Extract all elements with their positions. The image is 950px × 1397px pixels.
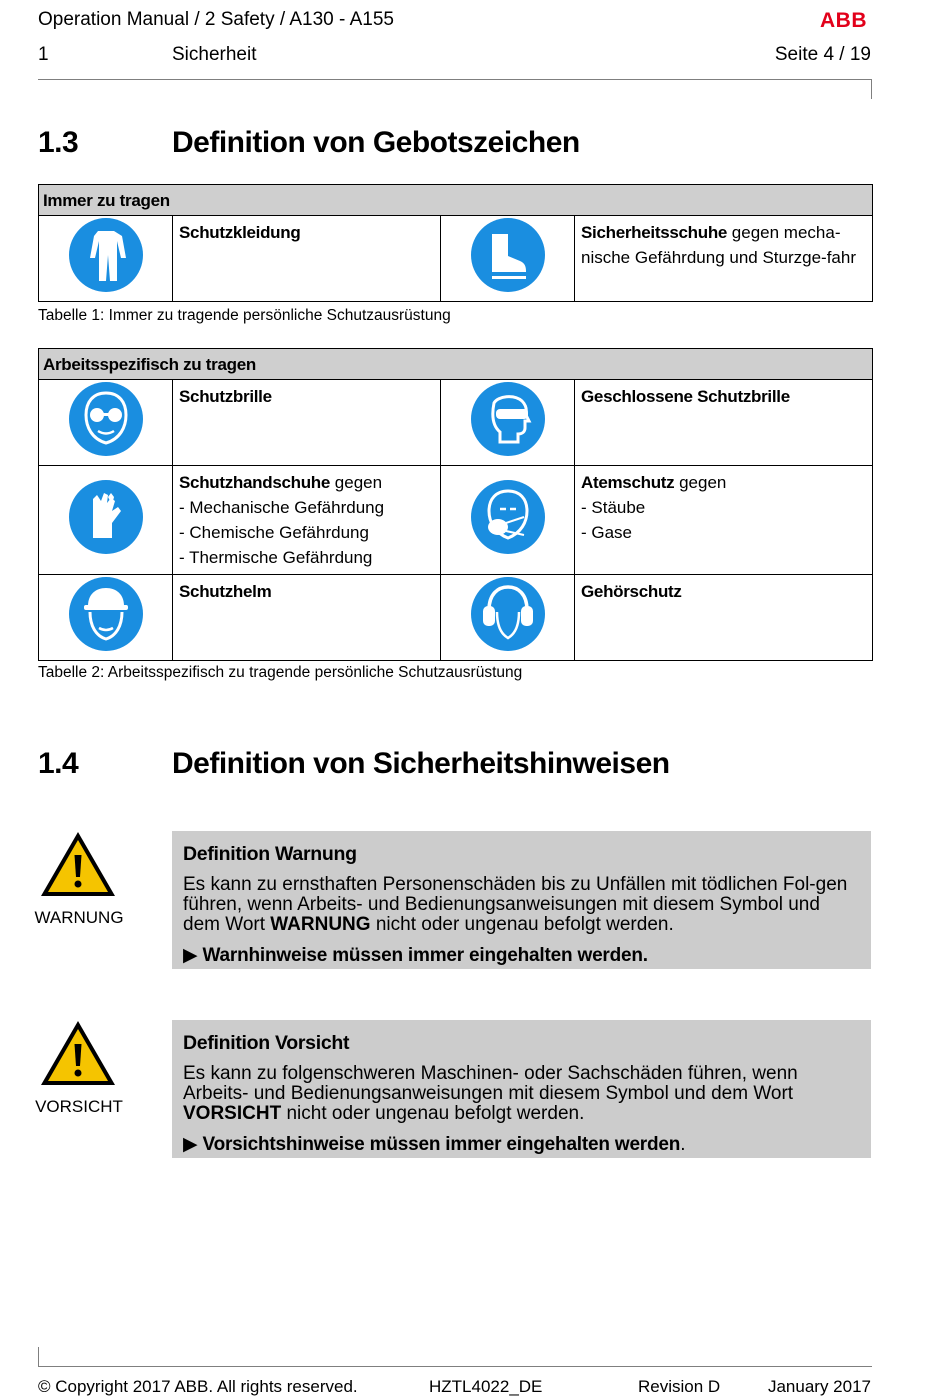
table-cell-icon xyxy=(441,216,575,302)
item-suffix: gegen xyxy=(330,473,383,492)
item-title: Schutzhelm xyxy=(179,582,272,601)
warning-keyword: WARNUNG xyxy=(270,914,371,935)
document-title: Operation Manual / 2 Safety / A130 - A155 xyxy=(38,9,394,30)
item-title: Atemschutz xyxy=(581,473,675,492)
section-title-1-3: Definition von Gebotszeichen xyxy=(172,126,580,159)
section-title-1-4: Definition von Sicherheitshinweisen xyxy=(172,747,670,780)
caution-action xyxy=(183,1133,860,1156)
play-arrow-icon: ▶ xyxy=(183,1134,198,1155)
table-cell-icon xyxy=(39,216,173,302)
table-cell-text xyxy=(575,380,873,466)
chapter-number: 1 xyxy=(38,44,49,65)
item-suffix: gegen xyxy=(674,473,727,492)
abb-logo-text: ABB xyxy=(820,9,867,30)
list-item: - Thermische Gefährdung xyxy=(179,548,373,567)
ppe-table-always xyxy=(38,184,873,302)
table-cell-text xyxy=(173,466,441,575)
item-title: Schutzkleidung xyxy=(179,223,301,242)
table-cell-text xyxy=(173,575,441,661)
chapter-name: Sicherheit xyxy=(172,44,257,65)
caution-text-pre: Es kann zu folgenschweren Maschinen- oder Sachschäden führen, wenn Arbeits- und Bedienungsanweisungen mit diesem Symbol und dem Wort xyxy=(183,1063,798,1104)
table-cell-text xyxy=(575,575,873,661)
caution-action-end: . xyxy=(680,1134,686,1155)
item-title: Schutzhandschuhe xyxy=(179,473,331,492)
table-caption-2: Tabelle 2: Arbeitsspezifisch zu tragende persönliche Schutzausrüstung xyxy=(38,664,523,681)
protective-clothing-icon xyxy=(68,217,144,293)
section-number-1-4: 1.4 xyxy=(38,747,79,780)
table-cell-icon xyxy=(39,466,173,575)
warning-action xyxy=(183,944,860,967)
item-text: gegen mecha-nische Gefährdung und Sturzge-fahr xyxy=(581,223,857,267)
table-header: Immer zu tragen xyxy=(39,185,873,216)
item-title: Sicherheitsschuhe xyxy=(581,223,728,242)
table-cell-text xyxy=(173,380,441,466)
caution-text xyxy=(183,1064,860,1124)
list-item: - Mechanische Gefährdung xyxy=(179,498,385,517)
caution-text-post: nicht oder ungenau befolgt werden. xyxy=(281,1103,585,1124)
caution-title: Definition Vorsicht xyxy=(183,1032,350,1054)
footer-rule xyxy=(38,1366,872,1367)
warning-sign-icon xyxy=(38,829,118,904)
warning-box xyxy=(172,831,871,969)
table-cell-icon xyxy=(39,380,173,466)
table-header: Arbeitsspezifisch zu tragen xyxy=(39,349,873,380)
caution-label: VORSICHT xyxy=(35,1097,123,1116)
section-number-1-3: 1.3 xyxy=(38,126,79,159)
safety-boots-icon xyxy=(470,217,546,293)
respirator-icon xyxy=(470,479,546,555)
closed-goggles-icon xyxy=(470,381,546,457)
caution-box xyxy=(172,1020,871,1158)
warning-text xyxy=(183,875,860,935)
warning-text-post: nicht oder ungenau befolgt werden. xyxy=(370,914,674,935)
item-title: Gehörschutz xyxy=(581,582,682,601)
header-rule-tick xyxy=(871,79,872,99)
ppe-table-task-specific xyxy=(38,348,873,661)
warning-title: Definition Warnung xyxy=(183,843,357,865)
list-item: - Stäube xyxy=(581,498,646,517)
footer-copyright: © Copyright 2017 ABB. All rights reserved. xyxy=(38,1377,358,1396)
table-caption-1: Tabelle 1: Immer zu tragende persönliche Schutzausrüstung xyxy=(38,307,451,324)
caution-sign-icon xyxy=(38,1018,118,1093)
footer-revision: Revision D xyxy=(638,1377,721,1396)
abb-logo xyxy=(820,8,872,35)
footer-rule-tick xyxy=(38,1347,39,1367)
footer-doc-id: HZTL4022_DE xyxy=(429,1377,543,1396)
table-cell-icon xyxy=(39,575,173,661)
list-item: - Gase xyxy=(581,523,633,542)
table-cell-icon xyxy=(441,575,575,661)
caution-action-text: Vorsichtshinweise müssen immer eingehalten werden xyxy=(202,1134,681,1155)
ear-protection-icon xyxy=(470,576,546,652)
warning-text-pre: Es kann zu ernsthaften Personenschäden bis zu Unfällen mit tödlichen Fol-gen führen, wenn Arbeits- und Bedienungsanweisungen mit diesem Symbol und dem Wort xyxy=(183,874,848,935)
table-cell-text xyxy=(173,216,441,302)
header-rule xyxy=(38,79,872,80)
table-cell-text xyxy=(575,466,873,575)
table-cell-text xyxy=(575,216,873,302)
safety-glasses-icon xyxy=(68,381,144,457)
list-item: - Chemische Gefährdung xyxy=(179,523,369,542)
table-cell-icon xyxy=(441,380,575,466)
footer-date: January 2017 xyxy=(767,1377,871,1396)
table-cell-icon xyxy=(441,466,575,575)
warning-label: WARNUNG xyxy=(34,908,124,927)
item-title: Geschlossene Schutzbrille xyxy=(581,387,790,406)
play-arrow-icon: ▶ xyxy=(183,945,198,966)
item-title: Schutzbrille xyxy=(179,387,272,406)
hard-hat-icon xyxy=(68,576,144,652)
caution-keyword: VORSICHT xyxy=(183,1103,282,1124)
warning-action-text: Warnhinweise müssen immer eingehalten werden. xyxy=(202,945,648,966)
protective-gloves-icon xyxy=(68,479,144,555)
page-number: Seite 4 / 19 xyxy=(774,44,871,65)
